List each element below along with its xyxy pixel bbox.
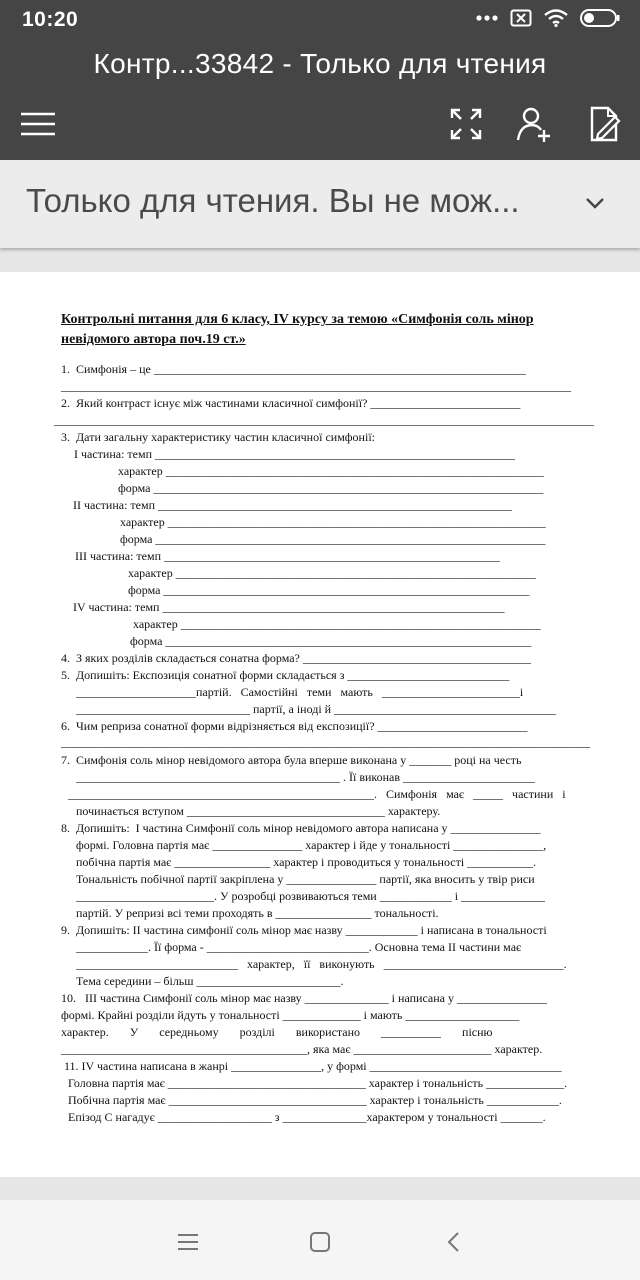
fullscreen-icon[interactable] <box>446 104 486 144</box>
q9-cont-1: ____________. Її форма - ___________________________. Основна тема II частини має <box>76 940 522 954</box>
q3-part1-form: форма _________________________________________________________________ <box>118 481 544 495</box>
q4: 4. З яких розділів складається сонатна форма? ______________________________________ <box>61 651 531 665</box>
q7-cont-3: починається вступом _________________________________ характеру. <box>76 804 441 818</box>
back-icon[interactable] <box>444 1230 464 1254</box>
wifi-icon <box>544 9 568 27</box>
q3-part3-tempo: III частина: темп ________________________________________________________ <box>75 549 501 563</box>
q3-part1-character: характер _______________________________________________________________ <box>118 464 544 478</box>
add-person-icon[interactable] <box>514 104 554 144</box>
battery-icon <box>580 9 620 27</box>
read-only-message: Только для чтения. Вы не мож... <box>26 182 520 219</box>
read-only-banner[interactable] <box>0 160 640 248</box>
q8-cont-4: _______________________. У розробці розвиваються теми ____________ і ______________ <box>76 889 546 903</box>
q5-cont-2: _____________________________ партії, а іноді й _____________________________________ <box>76 702 557 716</box>
menu-icon[interactable] <box>18 104 58 144</box>
navigation-bar <box>0 1200 640 1280</box>
q3-part4-form: форма _____________________________________________________________ <box>130 634 532 648</box>
q10-cont-1: формі. Крайні розділи йдуть у тональності _____________ і мають ___________________ <box>61 1008 520 1022</box>
q10-cont-3: _________________________________________, яка має _______________________ характер. <box>61 1042 543 1056</box>
status-icons <box>476 9 620 27</box>
q11-cont-1: Головна партія має _________________________________ характер і тональність _____________. <box>68 1076 568 1090</box>
app-bar <box>0 40 640 160</box>
q6-cont: ____________________________________________________________________________________________ <box>61 737 590 749</box>
q11: 11. IV частина написана в жанрі _______________, у формі ________________________________ <box>64 1059 562 1073</box>
q3-part1-tempo: I частина: темп ____________________________________________________________ <box>74 447 516 461</box>
document-title: Контр...33842 - Только для чтения <box>93 48 547 79</box>
q9: 9. Допишіть: II частина симфонії соль мінор має назву ____________ і написана в тональності <box>61 923 547 937</box>
q8-cont-3: Тональність побічної партії закріплена у _______________ партії, яка вносить у твір риси <box>76 872 535 886</box>
document-page <box>0 272 640 1177</box>
q3-part3-form: форма _____________________________________________________________ <box>128 583 530 597</box>
q10: 10. III частина Симфонії соль мінор має назву ______________ і написана у _______________ <box>61 991 547 1005</box>
q10-cont-2: характер. У середньому розділі використано __________ пісню <box>61 1025 493 1039</box>
q11-cont-3: Епізод С нагадує ___________________ з ______________характером у тональності _______. <box>68 1110 546 1124</box>
more-dots-icon <box>476 15 498 21</box>
chevron-down-icon[interactable] <box>582 190 608 216</box>
q2: 2. Який контраст існує між частинами класичної симфонії? _________________________ <box>61 396 521 410</box>
q8-cont-2: побічна партія має ________________ характер і проводиться у тональності ___________. <box>76 855 537 869</box>
q5-cont-1: ____________________партій. Самостійні теми мають _______________________і <box>76 685 524 699</box>
q3-part2-form: форма _________________________________________________________________ <box>120 532 546 546</box>
edit-document-icon[interactable] <box>584 104 624 144</box>
doc-heading-line-1: Контрольні питання для 6 класу, IV курсу за темою «Симфонія соль мінор <box>61 312 534 327</box>
q3-part2-character: характер _______________________________________________________________ <box>120 515 546 529</box>
q7-cont-2: ___________________________________________________. Симфонія має _____ частини і <box>68 787 566 801</box>
q3-part2-tempo: II частина: темп ___________________________________________________________ <box>73 498 513 512</box>
doc-heading-line-2: невідомого автора поч.19 ст.» <box>61 332 246 347</box>
q9-cont-2: ___________________________ характер, її виконують ______________________________. <box>76 957 567 971</box>
home-icon[interactable] <box>309 1231 331 1253</box>
status-time: 10:20 <box>22 8 79 31</box>
q9-cont-3: Тема середини – більш ________________________. <box>76 974 344 988</box>
q11-cont-2: Побічна партія має _________________________________ характер і тональність ____________. <box>68 1093 562 1107</box>
q3-part3-character: характер ____________________________________________________________ <box>128 566 536 580</box>
q1-cont: _____________________________________________________________________________________ <box>61 379 571 393</box>
q3-part4-tempo: IV частина: темп _________________________________________________________ <box>73 600 505 614</box>
q3-part4-character: характер ____________________________________________________________ <box>133 617 541 631</box>
q6: 6. Чим реприза сонатної форми відрізняється від експозиції? _________________________ <box>61 719 528 733</box>
q8-cont-1: формі. Головна партія має _______________ характер і йде у тональності _______________, <box>76 838 547 852</box>
q8: 8. Допишіть: I частина Симфонії соль мінор невідомого автора написана у _______________ <box>61 821 541 835</box>
q7-cont-1: ____________________________________________ . Її виконав ______________________ <box>76 770 536 784</box>
doc-heading <box>61 310 581 350</box>
no-sim-icon <box>510 9 532 27</box>
recent-apps-icon[interactable] <box>176 1232 200 1252</box>
status-bar <box>0 0 640 40</box>
q3: 3. Дати загальну характеристику частин класичної симфонії: <box>61 430 375 444</box>
q7: 7. Симфонія соль мінор невідомого автора була вперше виконана у _______ році на честь <box>61 753 522 767</box>
q8-cont-5: партій. У репризі всі теми проходять в ________________ тональності. <box>76 906 439 920</box>
q2-cont: __________________________________________________________________________________________ <box>54 413 594 427</box>
q1: 1. Симфонія – це ______________________________________________________________ <box>61 362 526 376</box>
q5: 5. Допишіть: Експозиція сонатної форми складається з ___________________________ <box>61 668 510 682</box>
